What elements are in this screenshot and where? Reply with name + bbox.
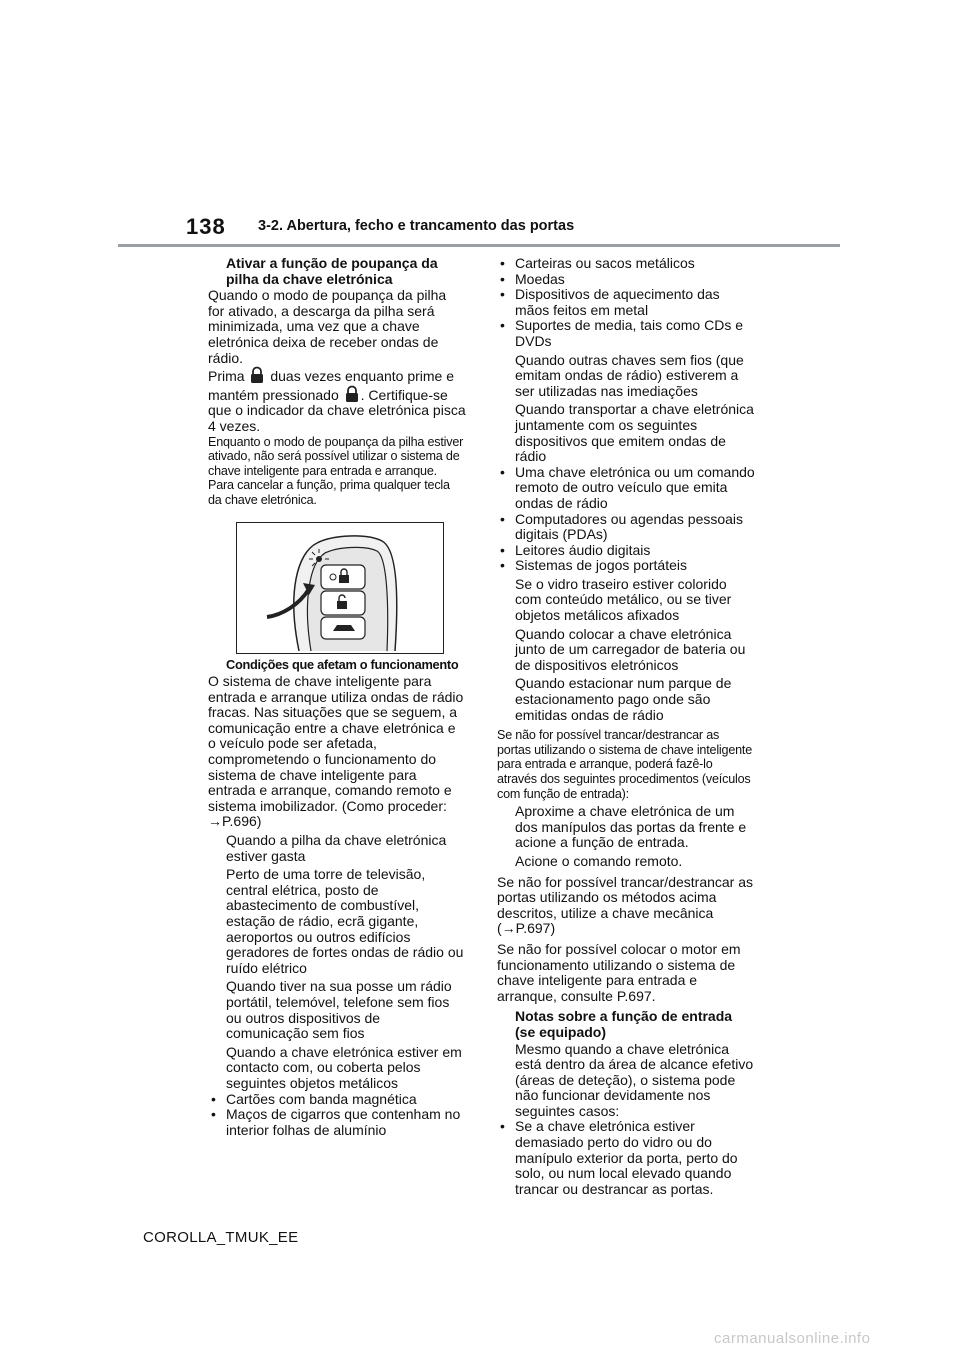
list-item: • Suportes de media, tais como CDs e DVDs xyxy=(497,318,755,349)
condition-item: Se o vidro traseiro estiver colorido com conteúdo metálico, ou se tiver objetos metálicos afixados xyxy=(515,575,732,624)
heading-entry-function xyxy=(497,1009,755,1040)
page-reference: →P.696) xyxy=(208,813,262,830)
list-item: • Maços de cigarros que contenham no interior folhas de alumínio xyxy=(208,1107,466,1138)
text-run: . Certifique-se que o indicador da chave eletrónica pisca 4 vezes. xyxy=(208,386,466,434)
lock-icon xyxy=(248,366,266,384)
header-rule xyxy=(118,244,840,247)
condition-item: Quando transportar a chave eletrónica juntamente com os seguintes dispositivos que emitem ondas de rádio xyxy=(515,401,754,465)
key-fob-illustration xyxy=(236,522,444,654)
bullet-list xyxy=(208,1092,466,1139)
figure-caption: Condições que afetam o funcionamento xyxy=(226,656,459,672)
page-number: 138 xyxy=(186,214,226,239)
condition-item: Quando tiver na sua posse um rádio portátil, telemóvel, telefone sem fios ou outros dispositivos de comunicação sem fios xyxy=(226,978,452,1042)
text-run: duas vezes enquanto prime e mantém pressionado xyxy=(208,368,455,403)
heading-line: Notas sobre a função de entrada xyxy=(515,1008,733,1025)
watermark: carmanualsonline.info xyxy=(714,1330,871,1347)
document-code: COROLLA_TMUK_EE xyxy=(143,1229,299,1246)
heading-line: pilha da chave eletrónica xyxy=(226,270,393,287)
paragraph xyxy=(497,875,755,937)
heading-battery-saving xyxy=(208,256,466,287)
bullet-list xyxy=(497,465,755,574)
bullet-list xyxy=(497,256,755,350)
procedure-item: Aproxime a chave eletrónica de um dos manípulos das portas da frente e acione a função de entrada. xyxy=(515,803,747,851)
key-fob-drawing xyxy=(237,523,443,653)
paragraph: Mesmo quando a chave eletrónica está dentro da área de alcance efetivo (áreas de deteção), o sistema pode não funcionar devidamente nos seguintes casos: xyxy=(515,1040,754,1119)
note-text: Se não for possível trancar/destrancar as portas utilizando o sistema de chave inteligente para entrada e arranque, poderá fazê-lo através dos seguintes procedimentos (veículos com função de entrada): xyxy=(497,728,753,801)
text-run: O sistema de chave inteligente para entrada e arranque utiliza ondas de rádio fracas. Nas situações que se seguem, a comunicação entre a chave eletrónica e o veículo pode ser afetada, comprometendo o funcionamento do sistema de chave inteligente para entrada e arranque, comando remoto e sistema imobilizador. (Como proceder: xyxy=(208,673,464,814)
section-title: 3-2. Abertura, fecho e trancamento das portas xyxy=(258,218,575,234)
list-item: • Sistemas de jogos portáteis xyxy=(497,558,755,574)
heading-line: Ativar a função de poupança da xyxy=(226,255,438,271)
text-run: Se não for possível trancar/destrancar as portas utilizando os métodos acima descritos, utilize a chave mecânica xyxy=(497,873,754,921)
list-item: • Uma chave eletrónica ou um comando remoto de outro veículo que emita ondas de rádio xyxy=(497,465,755,512)
right-column xyxy=(497,256,755,1197)
paragraph: Se não for possível colocar o motor em funcionamento utilizando o sistema de chave inteligente para entrada e arranque, consulte P.697. xyxy=(497,940,741,1004)
paragraph xyxy=(208,674,466,830)
condition-item: Quando outras chaves sem fios (que emitam ondas de rádio) estiverem a ser utilizadas nas imediações xyxy=(515,351,744,399)
text-run: Prima xyxy=(208,368,245,385)
condition-item: Quando colocar a chave eletrónica junto de um carregador de bateria ou de dispositivos eletrónicos xyxy=(515,625,746,673)
list-item: • Carteiras ou sacos metálicos xyxy=(497,256,755,272)
condition-item: Perto de uma torre de televisão, central elétrica, posto de abastecimento de combustível, estação de rádio, ecrã gigante, aeroportos ou outros edifícios geradores de fortes ondas de rádio ou ruído elétrico xyxy=(226,866,464,976)
procedure-item: Acione o comando remoto. xyxy=(515,852,683,869)
list-item: • Leitores áudio digitais xyxy=(497,543,755,559)
paragraph: Quando o modo de poupança da pilha for ativado, a descarga da pilha será minimizada, uma vez que a chave eletrónica deixa de receber ondas de rádio. xyxy=(208,287,447,366)
condition-item: Quando a pilha da chave eletrónica estiver gasta xyxy=(226,832,447,864)
lock-icon xyxy=(343,385,361,403)
note-text: Enquanto o modo de poupança da pilha estiver ativado, não será possível utilizar o sistema de chave inteligente para entrada e arranque. Para cancelar a função, prima qualquer tecla da chave eletrónica. xyxy=(208,434,464,507)
list-item: • Cartões com banda magnética xyxy=(208,1092,466,1108)
list-item: • Moedas xyxy=(497,272,755,288)
list-item: • Computadores ou agendas pessoais digitais (PDAs) xyxy=(497,512,755,543)
heading-line: (se equipado) xyxy=(515,1023,607,1040)
condition-item: Quando a chave eletrónica estiver em contacto com, ou coberta pelos seguintes objetos metálicos xyxy=(226,1043,462,1091)
list-item: • Se a chave eletrónica estiver demasiado perto do vidro ou do manípulo exterior da porta, perto do solo, ou num local elevado quando trancar ou destrancar as portas. xyxy=(497,1119,755,1197)
left-column xyxy=(208,256,466,1138)
condition-item: Quando estacionar num parque de estacionamento pago onde são emitidas ondas de rádio xyxy=(515,675,732,723)
paragraph-instructions xyxy=(208,366,466,434)
page-reference: (→P.697) xyxy=(497,920,556,937)
bullet-list xyxy=(497,1119,755,1197)
list-item: • Dispositivos de aquecimento das mãos feitos em metal xyxy=(497,287,755,318)
